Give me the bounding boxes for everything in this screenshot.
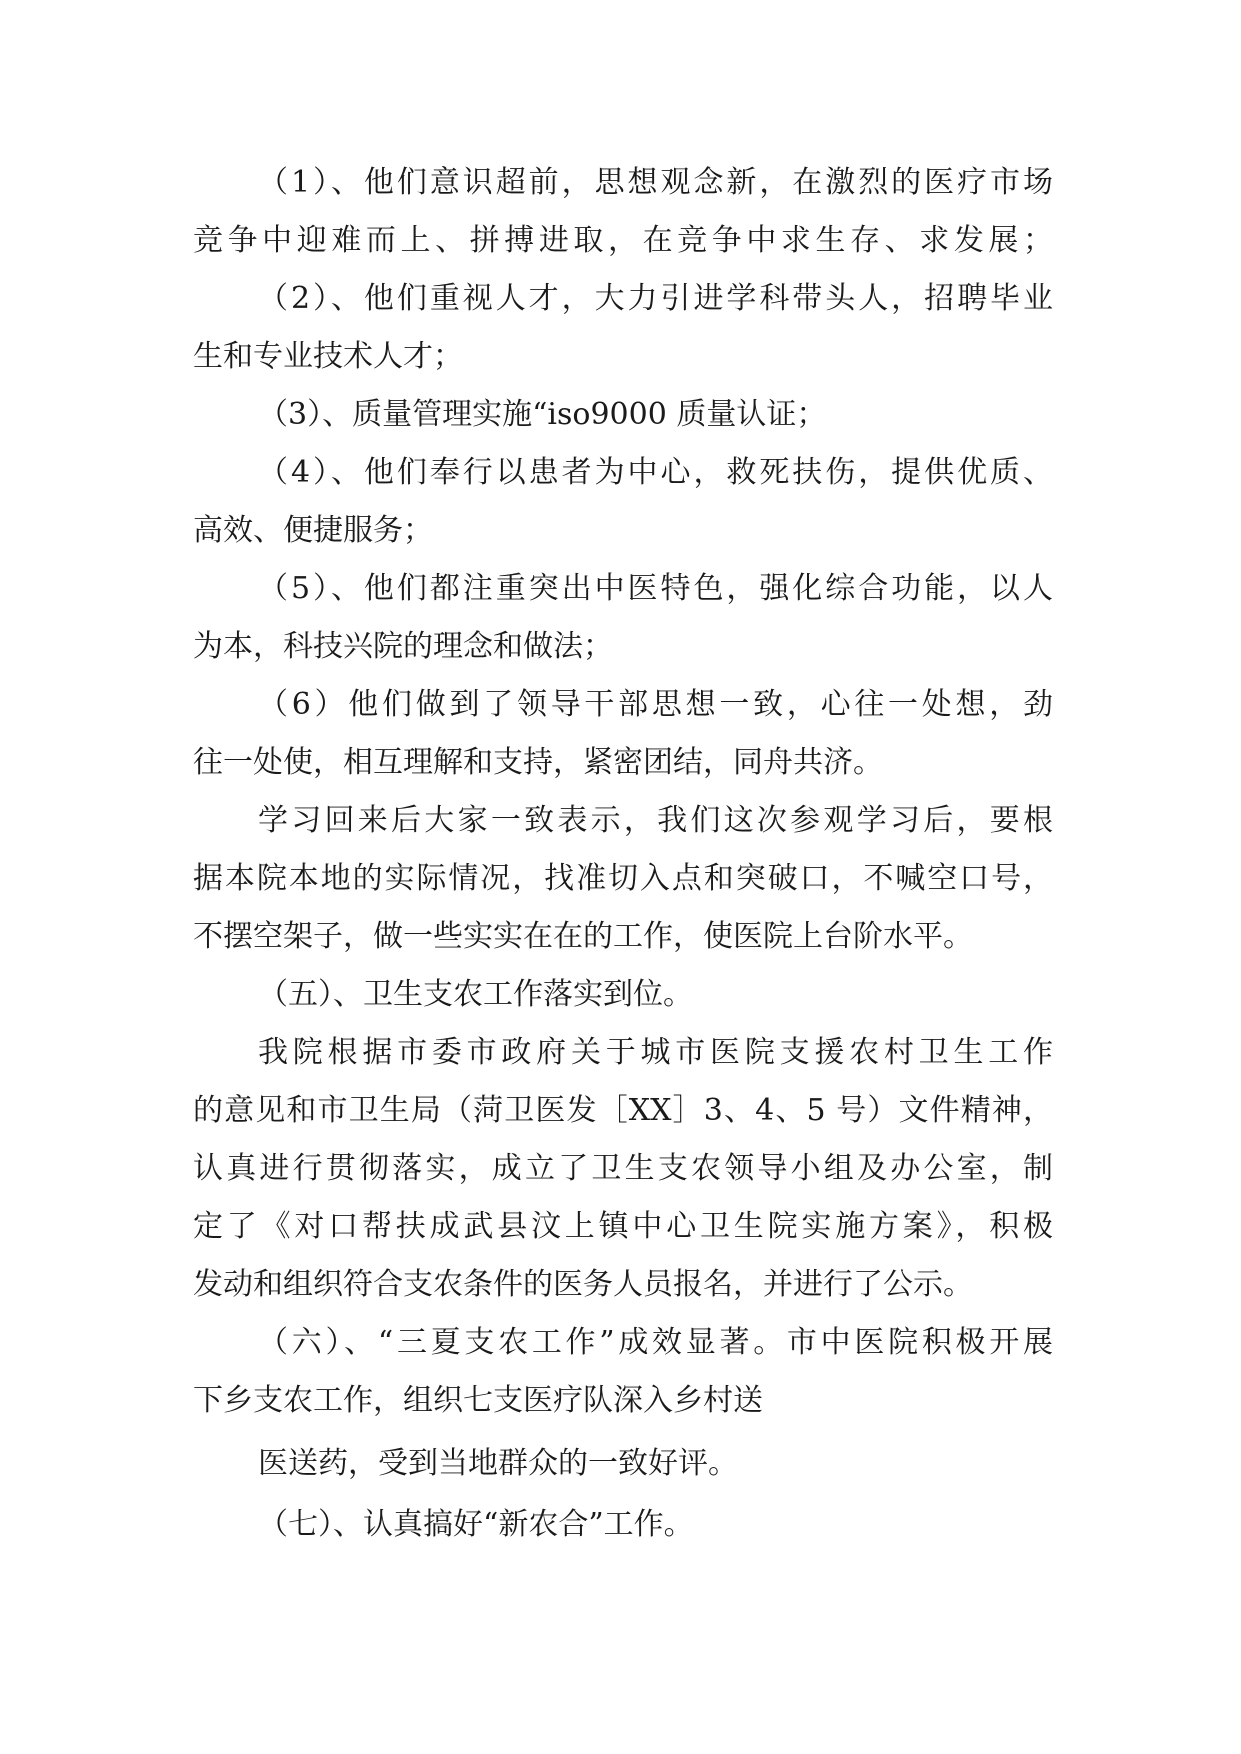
- text-line: 生和专业技术人才；: [193, 339, 463, 374]
- text-line: 学习回来后大家一致表示，我们这次参观学习后，要根: [258, 803, 1053, 838]
- section-heading: （七）、认真搞好“新农合”工作。: [258, 1507, 694, 1542]
- text-line: 下乡支农工作，组织七支医疗队深入乡村送: [193, 1383, 763, 1418]
- text-line: （2）、他们重视人才，大力引进学科带头人，招聘毕业: [258, 281, 1053, 316]
- section-heading: （五）、卫生支农工作落实到位。: [258, 977, 693, 1012]
- text-line: （6）他们做到了领导干部思想一致，心往一处想，劲: [258, 687, 1053, 722]
- text-line: 我院根据市委市政府关于城市医院支援农村卫生工作: [258, 1035, 1053, 1070]
- text-line: 竞争中迎难而上、拼搏进取，在竞争中求生存、求发展；: [193, 223, 1053, 258]
- text-line: 发动和组织符合支农条件的医务人员报名，并进行了公示。: [193, 1267, 973, 1302]
- text-line: 的意见和市卫生局（菏卫医发［XX］3、4、5 号）文件精神，: [193, 1093, 1053, 1128]
- text-line: 不摆空架子，做一些实实在在的工作，使医院上台阶水平。: [193, 919, 973, 954]
- text-line: 医送药，受到当地群众的一致好评。: [258, 1446, 738, 1481]
- text-line: （3）、质量管理实施“iso9000 质量认证；: [258, 397, 827, 432]
- text-line: （5）、他们都注重突出中医特色，强化综合功能，以人: [258, 571, 1053, 606]
- text-line: （4）、他们奉行以患者为中心，救死扶伤，提供优质、: [258, 455, 1053, 490]
- text-line: 定了《对口帮扶成武县汶上镇中心卫生院实施方案》，积极: [193, 1209, 1053, 1244]
- text-line: 据本院本地的实际情况，找准切入点和突破口，不喊空口号，: [193, 861, 1053, 896]
- text-line: （六）、“三夏支农工作”成效显著。市中医院积极开展: [258, 1325, 1053, 1360]
- text-line: 高效、便捷服务；: [193, 513, 433, 548]
- text-line: 认真进行贯彻落实，成立了卫生支农领导小组及办公室，制: [193, 1151, 1053, 1186]
- text-line: （1）、他们意识超前，思想观念新，在激烈的医疗市场: [258, 165, 1053, 200]
- text-line: 为本，科技兴院的理念和做法；: [193, 629, 613, 664]
- text-line: 往一处使，相互理解和支持，紧密团结，同舟共济。: [193, 745, 883, 780]
